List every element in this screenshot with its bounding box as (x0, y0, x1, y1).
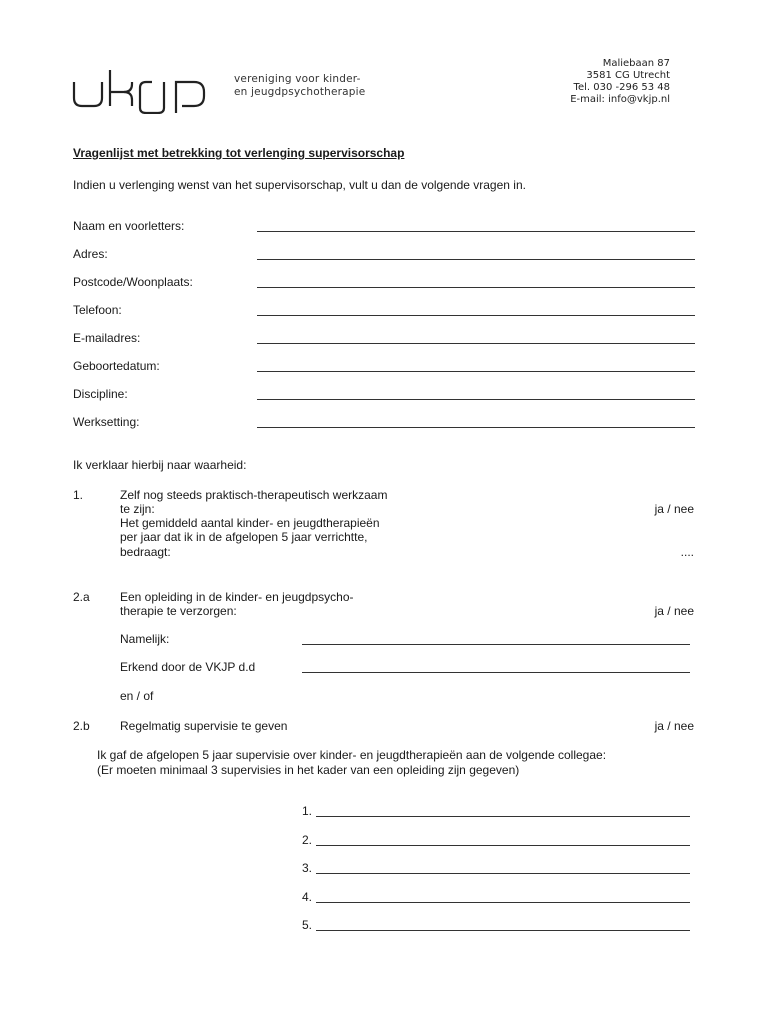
colleague-line-1[interactable] (316, 816, 690, 817)
q1-line-4: per jaar dat ik in de afgelopen 5 jaar verrichtte, (120, 530, 368, 544)
field-label-geboortedatum: Geboortedatum: (73, 359, 160, 373)
field-line-email[interactable] (257, 343, 695, 344)
field-line-geboortedatum[interactable] (257, 371, 695, 372)
vkjp-logo (72, 68, 232, 114)
q1-line-3: Het gemiddeld aantal kinder- en jeugdtherapieën (120, 516, 380, 530)
q1-line-2: te zijn: (120, 502, 155, 516)
field-line-naam[interactable] (257, 231, 695, 232)
q2b-number: 2.b (73, 719, 90, 733)
field-line-discipline[interactable] (257, 399, 695, 400)
q1-answer-count[interactable]: .... (680, 545, 694, 559)
q2a-line-1: Een opleiding in de kinder- en jeugdpsycho- (120, 590, 354, 604)
colleague-line-2[interactable] (316, 845, 690, 846)
q1-answer-ja-nee[interactable]: ja / nee (654, 502, 694, 516)
field-label-email: E-mailadres: (73, 331, 141, 345)
colleague-number-2: 2. (302, 833, 313, 847)
field-line-telefoon[interactable] (257, 315, 695, 316)
form-intro: Indien u verlenging wenst van het supervisorschap, vult u dan de volgende vragen in. (73, 178, 526, 192)
q2b-note-1: Ik gaf de afgelopen 5 jaar supervisie over kinder- en jeugdtherapieën aan de volgende collegae: (97, 748, 607, 762)
field-line-werksetting[interactable] (257, 427, 695, 428)
q2b-note-2: (Er moeten minimaal 3 supervisies in het kader van een opleiding zijn gegeven) (97, 763, 520, 777)
field-label-discipline: Discipline: (73, 387, 128, 401)
q1-line-5: bedraagt: (120, 545, 171, 559)
field-line-adres[interactable] (257, 259, 695, 260)
q2b-answer-ja-nee[interactable]: ja / nee (654, 719, 694, 733)
declaration-text: Ik verklaar hierbij naar waarheid: (73, 458, 247, 472)
q2b-text: Regelmatig supervisie te geven (120, 719, 288, 733)
colleague-number-1: 1. (302, 804, 313, 818)
q2a-answer-ja-nee[interactable]: ja / nee (654, 604, 694, 618)
q2a-namelijk-label: Namelijk: (120, 632, 170, 646)
address-city: 3581 CG Utrecht (586, 70, 670, 81)
q2a-namelijk-line[interactable] (302, 644, 690, 645)
field-label-adres: Adres: (73, 247, 108, 261)
address-email: E-mail: info@vkjp.nl (570, 94, 670, 105)
tagline-line-1: vereniging voor kinder- (234, 73, 361, 85)
q1-number: 1. (73, 488, 84, 502)
address-street: Maliebaan 87 (602, 58, 670, 69)
colleague-number-5: 5. (302, 918, 313, 932)
field-label-telefoon: Telefoon: (73, 303, 122, 317)
q2a-erkend-label: Erkend door de VKJP d.d (120, 660, 256, 674)
field-line-postcode[interactable] (257, 287, 695, 288)
q1-line-1: Zelf nog steeds praktisch-therapeutisch werkzaam (120, 488, 388, 502)
field-label-werksetting: Werksetting: (73, 415, 140, 429)
q2a-en-of: en / of (120, 689, 154, 703)
tagline-line-2: en jeugdpsychotherapie (234, 86, 366, 98)
q2a-line-2: therapie te verzorgen: (120, 604, 237, 618)
field-label-naam: Naam en voorletters: (73, 219, 185, 233)
field-label-postcode: Postcode/Woonplaats: (73, 275, 193, 289)
q2a-number: 2.a (73, 590, 90, 604)
colleague-number-3: 3. (302, 861, 313, 875)
colleague-line-3[interactable] (316, 873, 690, 874)
form-title: Vragenlijst met betrekking tot verlenging supervisorschap (73, 146, 405, 160)
q2a-erkend-line[interactable] (302, 672, 690, 673)
colleague-number-4: 4. (302, 890, 313, 904)
colleague-line-5[interactable] (316, 930, 690, 931)
address-phone: Tel. 030 -296 53 48 (573, 82, 670, 93)
colleague-line-4[interactable] (316, 902, 690, 903)
